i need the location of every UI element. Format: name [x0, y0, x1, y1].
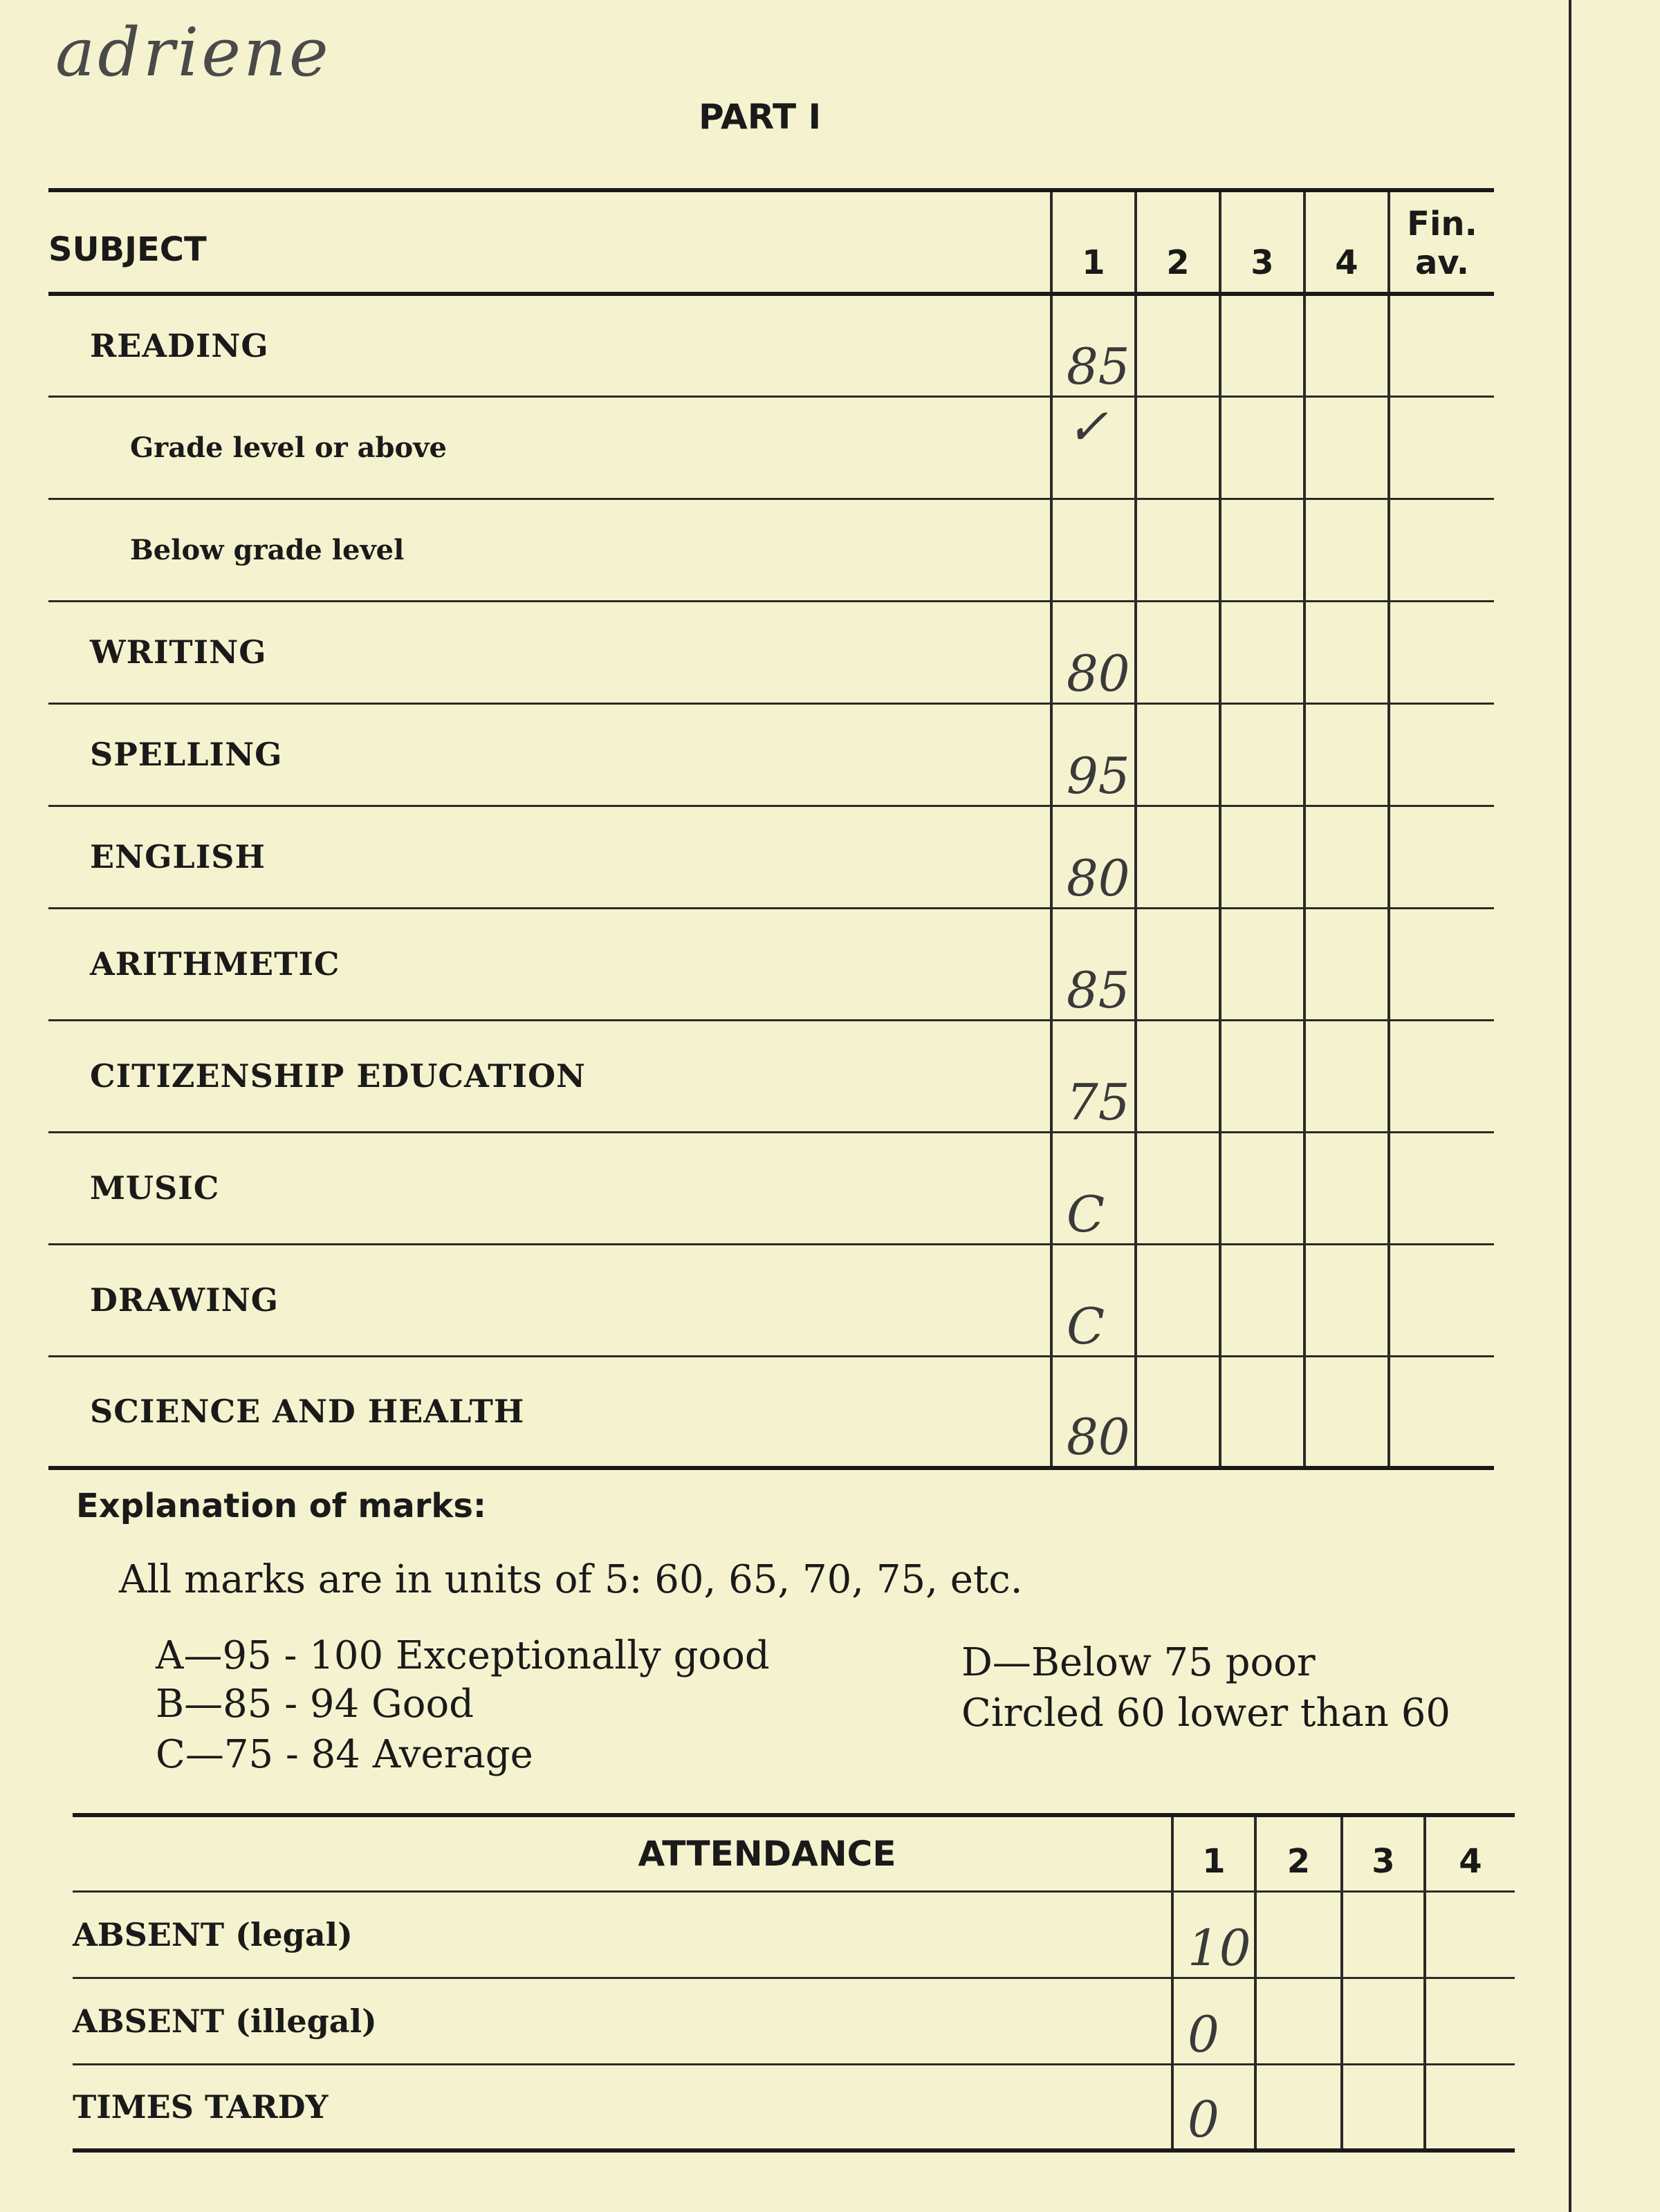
grade-q1 [1051, 499, 1136, 601]
grade-q1: 85 [1051, 294, 1136, 396]
grade-q4 [1304, 1020, 1389, 1132]
scale-a: A—95 - 100 Exceptionally good [156, 1633, 770, 1678]
quarter-1-header: 1 [1051, 190, 1136, 294]
attendance-q3 [1342, 1891, 1425, 1978]
explanation-units: All marks are in units of 5: 60, 65, 70, 75, etc. [119, 1557, 1023, 1602]
grade-q2 [1136, 1244, 1220, 1356]
attendance-header-row [73, 1815, 1515, 1891]
grade-final [1389, 1356, 1494, 1468]
attendance-row-times-tardy [73, 2064, 1515, 2150]
attendance-quarter-4-header: 4 [1425, 1815, 1515, 1891]
attendance-q3 [1342, 2064, 1425, 2150]
grade-final [1389, 703, 1494, 806]
attendance-q1: 0 [1172, 1978, 1255, 2064]
attendance-q2 [1255, 1891, 1342, 1978]
grade-final [1389, 601, 1494, 703]
grade-q3 [1220, 1356, 1304, 1468]
grade-row-science-and-health [48, 1356, 1494, 1468]
scale-c: C—75 - 84 Average [156, 1732, 533, 1777]
grade-q3 [1220, 806, 1304, 908]
grade-q1: 85 [1051, 908, 1136, 1020]
grade-q4 [1304, 294, 1389, 396]
subject-label: Below grade level [130, 533, 405, 566]
grade-final [1389, 1132, 1494, 1244]
grade-q4 [1304, 1356, 1389, 1468]
attendance-row-absent-legal [73, 1891, 1515, 1978]
grade-q3 [1220, 499, 1304, 601]
grade-q2 [1136, 396, 1220, 499]
subject-label: WRITING [90, 633, 267, 671]
grade-q2 [1136, 1020, 1220, 1132]
attendance-label: ABSENT (illegal) [73, 2002, 377, 2040]
attendance-q2 [1255, 1978, 1342, 2064]
grade-q4 [1304, 1244, 1389, 1356]
grade-q3 [1220, 908, 1304, 1020]
grade-q2 [1136, 294, 1220, 396]
part-title: PART I [699, 97, 822, 137]
subject-label: Grade level or above [130, 431, 447, 464]
attendance-q4 [1425, 2064, 1515, 2150]
scale-d: D—Below 75 poor [961, 1640, 1316, 1685]
grade-q1: 75 [1051, 1020, 1136, 1132]
attendance-quarter-1-header: 1 [1172, 1815, 1255, 1891]
subject-label: SPELLING [90, 736, 283, 773]
grade-row-spelling [48, 703, 1494, 806]
student-signature: adriene [55, 14, 331, 91]
grade-final [1389, 1020, 1494, 1132]
grade-row-arithmetic [48, 908, 1494, 1020]
grade-q4 [1304, 1132, 1389, 1244]
grade-row-grade-level-or-above [48, 396, 1494, 499]
grade-q2 [1136, 499, 1220, 601]
grades-table [48, 188, 1494, 1470]
grade-final [1389, 499, 1494, 601]
subject-label: READING [90, 326, 269, 364]
grade-q4 [1304, 703, 1389, 806]
scale-b: B—85 - 94 Good [156, 1682, 474, 1727]
grade-row-music [48, 1132, 1494, 1244]
grade-q1: 95 [1051, 703, 1136, 806]
grade-row-reading [48, 294, 1494, 396]
grade-q4 [1304, 601, 1389, 703]
grade-q3 [1220, 601, 1304, 703]
grade-q2 [1136, 908, 1220, 1020]
subject-label: SCIENCE AND HEALTH [90, 1393, 525, 1431]
page-edge [1569, 0, 1571, 2212]
grade-q1: 80 [1051, 601, 1136, 703]
grade-final [1389, 294, 1494, 396]
subject-label: CITIZENSHIP EDUCATION [90, 1057, 587, 1095]
grade-row-citizenship-education [48, 1020, 1494, 1132]
attendance-q4 [1425, 1978, 1515, 2064]
grade-q1: C [1051, 1132, 1136, 1244]
attendance-quarter-3-header: 3 [1342, 1815, 1425, 1891]
grade-q4 [1304, 499, 1389, 601]
subject-label: MUSIC [90, 1169, 220, 1207]
grade-row-drawing [48, 1244, 1494, 1356]
attendance-q3 [1342, 1978, 1425, 2064]
grade-q2 [1136, 806, 1220, 908]
grade-q2 [1136, 703, 1220, 806]
grade-final [1389, 908, 1494, 1020]
grade-q1: C [1051, 1244, 1136, 1356]
grade-q2 [1136, 1132, 1220, 1244]
grade-q3 [1220, 294, 1304, 396]
attendance-header: ATTENDANCE [638, 1833, 896, 1874]
grade-final [1389, 396, 1494, 499]
scale-circled: Circled 60 lower than 60 [961, 1691, 1450, 1736]
attendance-label: ABSENT (legal) [73, 1915, 353, 1953]
subject-label: ARITHMETIC [90, 945, 340, 983]
grade-q4 [1304, 806, 1389, 908]
grade-final [1389, 1244, 1494, 1356]
attendance-q1: 0 [1172, 2064, 1255, 2150]
attendance-label: TIMES TARDY [73, 2088, 329, 2126]
attendance-row-absent-illegal [73, 1978, 1515, 2064]
subject-label: ENGLISH [90, 838, 266, 875]
grade-q2 [1136, 1356, 1220, 1468]
explanation-title: Explanation of marks: [76, 1487, 487, 1525]
grade-row-writing [48, 601, 1494, 703]
attendance-q1: 10 [1172, 1891, 1255, 1978]
grade-q3 [1220, 1244, 1304, 1356]
grade-q4 [1304, 396, 1389, 499]
attendance-quarter-2-header: 2 [1255, 1815, 1342, 1891]
grade-q3 [1220, 703, 1304, 806]
grade-q4 [1304, 908, 1389, 1020]
grade-q1: 80 [1051, 806, 1136, 908]
attendance-q2 [1255, 2064, 1342, 2150]
final-average-header [1389, 190, 1494, 294]
final-average-label-line2: av. [1415, 243, 1469, 282]
grade-final [1389, 806, 1494, 908]
grade-q1: ✓ [1051, 396, 1136, 499]
quarter-4-header: 4 [1304, 190, 1389, 294]
attendance-q4 [1425, 1891, 1515, 1978]
grade-q3 [1220, 396, 1304, 499]
grade-row-english [48, 806, 1494, 908]
final-average-label-line1: Fin. [1407, 205, 1477, 243]
subject-header: SUBJECT [48, 230, 207, 269]
grades-header-row [48, 190, 1494, 294]
grade-q1: 80 [1051, 1356, 1136, 1468]
grade-row-below-grade-level [48, 499, 1494, 601]
subject-label: DRAWING [90, 1281, 279, 1319]
quarter-2-header: 2 [1136, 190, 1220, 294]
grade-q3 [1220, 1020, 1304, 1132]
grade-q2 [1136, 601, 1220, 703]
quarter-3-header: 3 [1220, 190, 1304, 294]
grade-q3 [1220, 1132, 1304, 1244]
attendance-table [73, 1813, 1515, 2153]
